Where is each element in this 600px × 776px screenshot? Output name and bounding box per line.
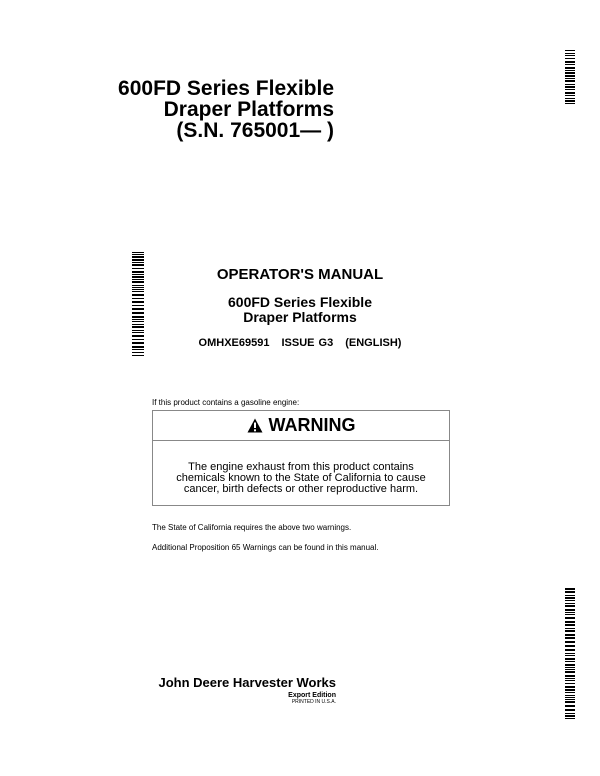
barcode-bar bbox=[565, 637, 575, 639]
barcode-bar bbox=[132, 276, 144, 278]
barcode-bar bbox=[132, 256, 144, 258]
product-name-line-2: Draper Platforms bbox=[243, 309, 357, 325]
barcode-bar bbox=[565, 100, 575, 102]
barcode-bar bbox=[565, 671, 575, 673]
warning-header bbox=[153, 411, 449, 441]
barcode-bar bbox=[565, 75, 575, 77]
barcode-bar bbox=[132, 268, 144, 269]
barcode-bar bbox=[565, 600, 575, 601]
publication-info bbox=[150, 337, 450, 349]
manual-info-block bbox=[150, 266, 450, 349]
barcode-bar bbox=[132, 319, 144, 320]
barcode-bar bbox=[565, 630, 575, 632]
barcode-bar bbox=[565, 621, 575, 623]
barcode-bar bbox=[565, 699, 575, 700]
warning-body bbox=[153, 462, 449, 495]
barcode-bar bbox=[565, 661, 575, 662]
barcode-bar bbox=[565, 713, 575, 714]
barcode-bar bbox=[565, 641, 575, 643]
barcode-bar bbox=[565, 86, 575, 88]
barcode-bar bbox=[132, 301, 144, 303]
barcode-bar bbox=[565, 695, 575, 696]
warning-body-line-2: chemicals known to the State of California to cause bbox=[176, 472, 426, 484]
warning-body-line-1: The engine exhaust from this product contains bbox=[188, 461, 414, 473]
barcode-bar bbox=[132, 287, 144, 288]
title-line-1: 600FD Series Flexible bbox=[118, 77, 334, 100]
barcode-bar bbox=[565, 715, 575, 717]
barcode-bar bbox=[565, 678, 575, 679]
barcode-bar bbox=[565, 605, 575, 607]
barcode-bar bbox=[565, 89, 575, 90]
barcode-bar bbox=[565, 664, 575, 666]
barcode-bar bbox=[132, 346, 144, 348]
barcode-bar bbox=[132, 271, 144, 273]
barcode-bar bbox=[565, 595, 575, 596]
barcode-bar bbox=[565, 658, 575, 660]
barcode-bar bbox=[565, 675, 575, 677]
barcode-bar bbox=[132, 326, 144, 328]
california-note: The State of California requires the above two warnings. bbox=[152, 523, 352, 532]
barcode-bar bbox=[565, 72, 575, 74]
barcode-bar bbox=[565, 103, 575, 104]
barcode-bar bbox=[565, 689, 575, 691]
barcode-bar bbox=[132, 316, 144, 318]
barcode-bar bbox=[132, 321, 144, 322]
barcode-bar bbox=[132, 330, 144, 331]
barcode-bar bbox=[565, 692, 575, 693]
barcode-bar bbox=[132, 259, 144, 261]
printed-in-label: PRINTED IN U.S.A. bbox=[291, 699, 336, 705]
barcode-bar bbox=[565, 98, 575, 99]
barcode-bar bbox=[132, 289, 144, 290]
barcode-bar bbox=[565, 669, 575, 670]
warning-box bbox=[152, 410, 450, 506]
barcode-bar bbox=[565, 588, 575, 590]
barcode-bar bbox=[565, 80, 575, 82]
barcode-bar bbox=[565, 697, 575, 698]
barcode-bar bbox=[565, 718, 575, 719]
barcode-bar bbox=[132, 291, 144, 292]
warning-heading: WARNING bbox=[268, 415, 356, 435]
barcode-bar bbox=[132, 352, 144, 353]
barcode-bar bbox=[132, 264, 144, 266]
barcode-bar bbox=[132, 355, 144, 356]
barcode-bar bbox=[132, 262, 144, 263]
product-name-line-1: 600FD Series Flexible bbox=[228, 294, 372, 310]
barcode-bottom-right bbox=[565, 588, 579, 720]
barcode-bar bbox=[132, 254, 144, 255]
barcode-bar bbox=[565, 92, 575, 94]
barcode-bar bbox=[132, 324, 144, 325]
barcode-bar bbox=[132, 285, 144, 286]
barcode-bar bbox=[565, 78, 575, 79]
barcode-bar bbox=[132, 335, 144, 337]
barcode-bar bbox=[565, 61, 575, 63]
barcode-bar bbox=[132, 332, 144, 333]
barcode-bar bbox=[132, 252, 144, 253]
barcode-bar bbox=[565, 634, 575, 636]
edition-label: Export Edition bbox=[288, 692, 336, 699]
issue-number: ISSUE G3 bbox=[281, 337, 334, 349]
barcode-bar bbox=[565, 612, 575, 613]
barcode-bar bbox=[132, 298, 144, 299]
language-label: (ENGLISH) bbox=[345, 337, 402, 349]
barcode-bar bbox=[565, 609, 575, 611]
barcode-bar bbox=[132, 279, 144, 280]
document-title bbox=[118, 78, 334, 141]
barcode-bar bbox=[565, 597, 575, 599]
barcode-bar bbox=[565, 705, 575, 707]
footer-block bbox=[158, 675, 336, 705]
barcode-bar bbox=[565, 645, 575, 647]
barcode-bar bbox=[565, 50, 575, 51]
barcode-bar bbox=[132, 339, 144, 340]
barcode-bar bbox=[565, 680, 575, 681]
barcode-bar bbox=[132, 281, 144, 283]
gasoline-engine-note: If this product contains a gasoline engine: bbox=[152, 398, 300, 407]
barcode-bar bbox=[565, 686, 575, 688]
barcode-bar bbox=[565, 64, 575, 65]
barcode-bar bbox=[565, 591, 575, 593]
barcode-bar bbox=[565, 649, 575, 651]
title-line-2: Draper Platforms bbox=[163, 98, 334, 121]
barcode-bar bbox=[565, 655, 575, 656]
barcode-bar bbox=[565, 683, 575, 684]
warning-triangle-icon bbox=[247, 418, 263, 433]
barcode-left bbox=[132, 252, 144, 357]
manual-type-label: OPERATOR'S MANUAL bbox=[216, 266, 384, 283]
barcode-bar bbox=[565, 53, 575, 54]
barcode-bar bbox=[565, 667, 575, 668]
barcode-bar bbox=[565, 67, 575, 69]
barcode-bar bbox=[565, 628, 575, 629]
barcode-bar bbox=[565, 701, 575, 703]
barcode-bar bbox=[565, 70, 575, 71]
barcode-bar bbox=[132, 312, 144, 314]
title-line-3: (S.N. 765001— ) bbox=[176, 119, 334, 142]
barcode-bar bbox=[565, 617, 575, 619]
barcode-bar bbox=[132, 349, 144, 350]
warning-body-line-3: cancer, birth defects or other reproductive harm. bbox=[183, 483, 419, 495]
barcode-bar bbox=[132, 342, 144, 344]
barcode-bar bbox=[565, 709, 575, 711]
product-name bbox=[150, 295, 450, 325]
barcode-bar bbox=[565, 603, 575, 604]
barcode-bar bbox=[132, 308, 144, 310]
proposition-65-note: Additional Proposition 65 Warnings can be found in this manual. bbox=[152, 543, 379, 552]
barcode-bar bbox=[565, 55, 575, 56]
barcode-bar bbox=[132, 294, 144, 296]
barcode-bar bbox=[565, 58, 575, 59]
publication-number: OMHXE69591 bbox=[198, 337, 270, 349]
barcode-top-right bbox=[565, 50, 579, 106]
barcode-bar bbox=[132, 305, 144, 306]
barcode-bar bbox=[132, 274, 144, 275]
barcode-bar bbox=[565, 614, 575, 615]
barcode-bar bbox=[565, 84, 575, 85]
barcode-bar bbox=[565, 653, 575, 654]
barcode-bar bbox=[565, 624, 575, 626]
barcode-bar bbox=[565, 95, 575, 96]
publisher-name: John Deere Harvester Works bbox=[158, 675, 336, 690]
